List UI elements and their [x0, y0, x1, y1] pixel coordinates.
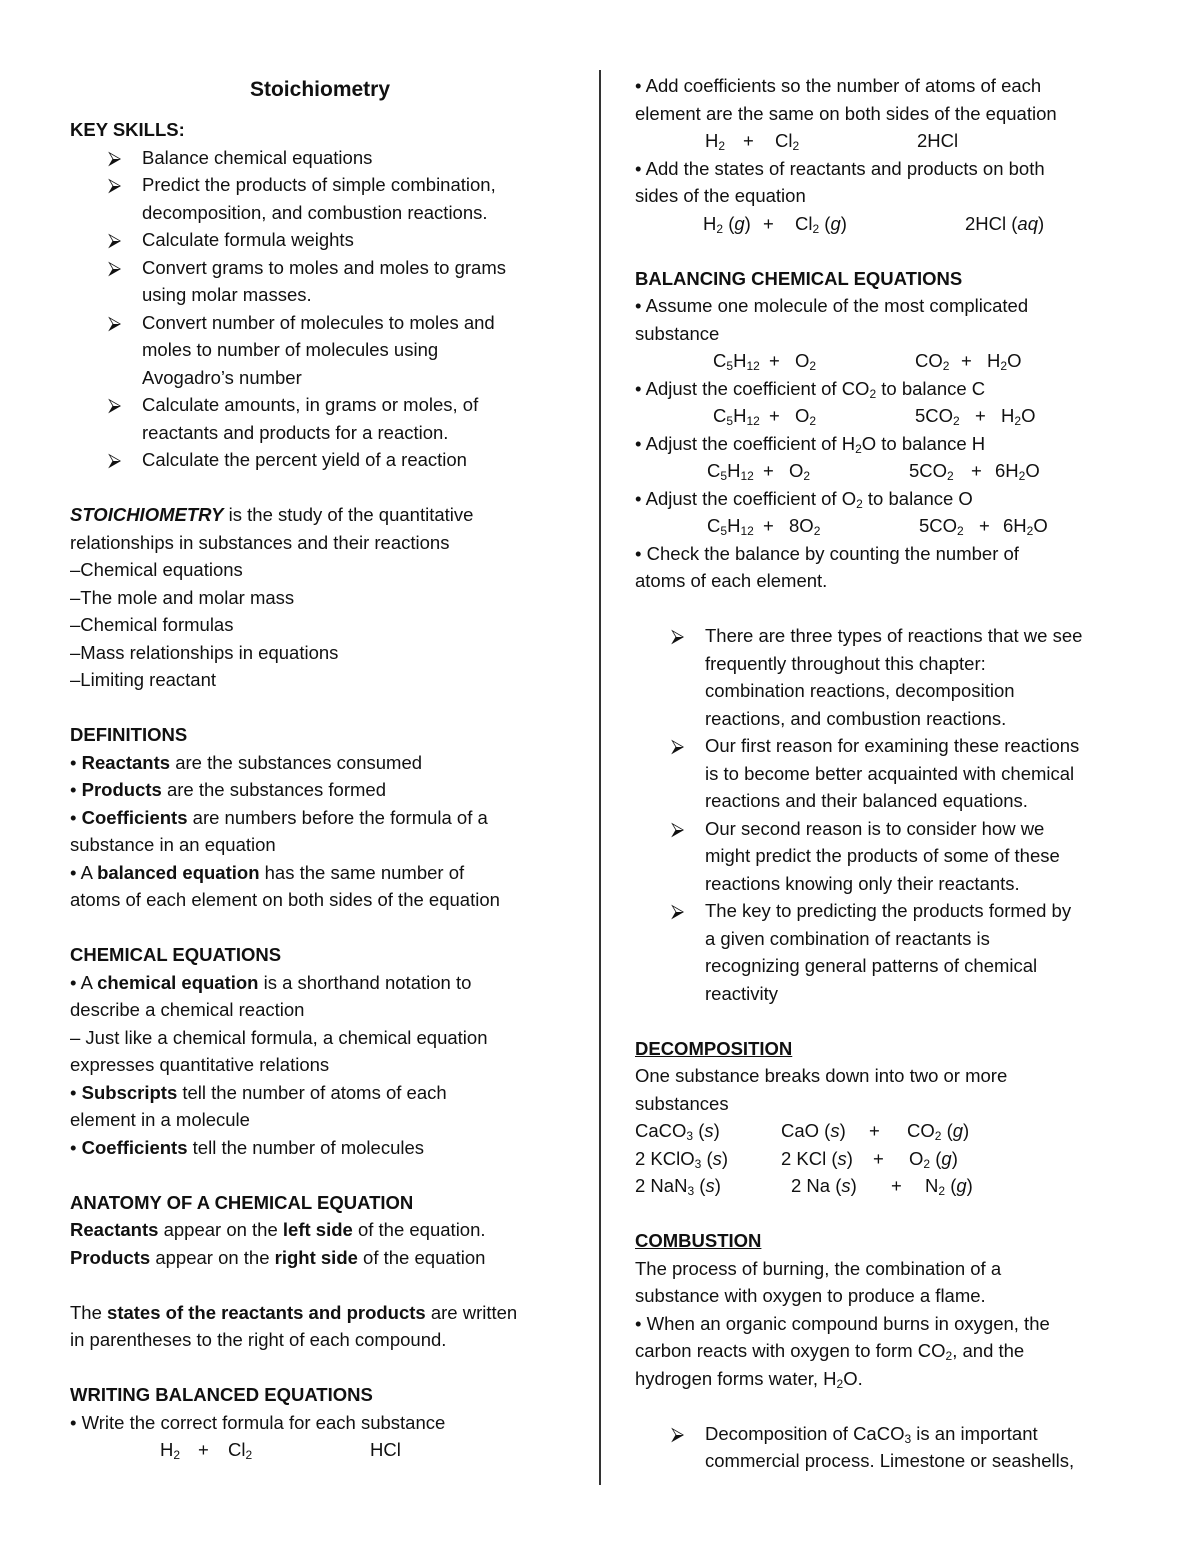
key-skill-item: ⮚ Calculate the percent yield of a reaction	[70, 446, 570, 474]
reaction-type-item: ⮚ There are three types of reactions that we see	[635, 622, 1145, 650]
anatomy-heading: ANATOMY OF A CHEMICAL EQUATION	[70, 1191, 414, 1213]
equation-h2-cl2-hcl: $H_2$ + $Cl_2$ HCl	[70, 1436, 570, 1464]
anatomy-products: Products appear on the right side of the equation	[70, 1246, 486, 1268]
key-skill-item: ⮚ Balance chemical equations	[70, 144, 570, 172]
balancing-bullet: • Assume one molecule of the most complicated	[635, 295, 1029, 316]
bullet: •	[635, 295, 642, 316]
key-skill-item: ⮚ Convert number of molecules to moles and	[70, 309, 570, 337]
bullet: •	[635, 1312, 642, 1334]
chem-eq-line: describe a chemical reaction	[70, 999, 305, 1020]
bullet: •	[70, 779, 77, 800]
chemical-equations-heading: CHEMICAL EQUATIONS	[70, 944, 282, 965]
page-title: Stoichiometry	[249, 78, 391, 101]
stoich-list-item: –Limiting reactant	[70, 669, 217, 690]
bullet: •	[70, 1081, 77, 1103]
combustion-text: • When an organic compound burns in oxygen, the	[635, 1312, 1050, 1334]
arrow-bullet-icon: ⮚	[108, 311, 122, 333]
arrow-bullet-icon: ⮚	[108, 256, 122, 278]
reaction-type-item-cont: frequently throughout this chapter:	[705, 652, 986, 674]
combustion-text: hydrogen forms water, $H_2O$.	[635, 1367, 863, 1391]
stoich-list-item: –Mass relationships in equations	[70, 641, 339, 663]
chem-eq-line: expresses quantitative relations	[70, 1054, 330, 1075]
equation-step-4: $C_5H_{12}$ + $8O_2$ $5CO_2$ + $6H_2O$	[635, 512, 1145, 540]
arrow-bullet-icon: ⮚	[108, 146, 122, 168]
right-column	[635, 72, 1145, 1475]
decomposition-text: One substance breaks down into two or more	[635, 1065, 1008, 1086]
bullet: •	[635, 75, 642, 96]
combustion-arrow-item-cont: commercial process. Limestone or seashells,	[705, 1450, 1075, 1471]
bullet: •	[70, 806, 77, 828]
plus-sign: +	[769, 350, 780, 371]
reaction-type-item: ⮚ The key to predicting the products formed by	[635, 897, 1145, 925]
equation-kclo3: 2 KClO$_3$ (s) 2 KCl (s) + $O_2$ (g)	[635, 1145, 1145, 1173]
decomposition-heading: DECOMPOSITION	[635, 1037, 793, 1059]
plus-sign: +	[763, 515, 774, 536]
bullet: •	[70, 1411, 77, 1433]
writing-heading: WRITING BALANCED EQUATIONS	[70, 1384, 373, 1405]
key-skill-item: ⮚ Calculate amounts, in grams or moles, of	[70, 391, 570, 419]
chem-eq-line: • Subscripts tell the number of atoms of each	[70, 1081, 447, 1103]
key-skill-item-cont: using molar masses.	[142, 284, 312, 305]
combustion-text: substance with oxygen to produce a flame.	[635, 1285, 986, 1306]
stoich-list-item: –Chemical formulas	[70, 614, 234, 635]
reaction-type-item: ⮚ Our first reason for examining these reactions	[635, 732, 1145, 760]
writing-bullet-3: • Add the states of reactants and products on both	[635, 157, 1045, 179]
plus-sign: +	[873, 1147, 884, 1169]
reaction-type-item-cont: a given combination of reactants is	[705, 927, 990, 949]
balancing-bullet-cont: atoms of each element.	[635, 570, 828, 591]
arrow-bullet-icon: ⮚	[671, 900, 685, 921]
bullet: •	[635, 157, 642, 179]
balancing-bullet: • Adjust the coefficient of $CO_2$ to balance C	[635, 377, 986, 401]
chem-eq-line: • A chemical equation is a shorthand notation to	[70, 971, 472, 993]
writing-bullet-2: • Add coefficients so the number of atoms of each	[635, 75, 1042, 96]
balancing-bullet: • Adjust the coefficient of $H_2O$ to balance H	[635, 432, 986, 456]
plus-sign: +	[763, 460, 774, 481]
bullet: •	[635, 487, 642, 509]
equation-step-1: $C_5H_{12}$ + $O_2$ $CO_2$ + $H_2O$	[635, 347, 1145, 375]
writing-bullet-1: • Write the correct formula for each substance	[70, 1411, 446, 1433]
def-coefficients-cont: substance in an equation	[70, 834, 276, 855]
reaction-type-item: ⮚ Our second reason is to consider how we	[635, 815, 1145, 843]
key-skill-item-cont: decomposition, and combustion reactions.	[142, 201, 488, 223]
reaction-type-item-cont: combination reactions, decomposition	[705, 680, 1015, 701]
anatomy-states-cont: in parentheses to the right of each compound.	[70, 1329, 447, 1350]
left-column	[70, 72, 570, 1464]
bullet: •	[635, 542, 642, 564]
plus-sign: +	[743, 130, 754, 151]
plus-sign: +	[961, 350, 972, 371]
stoichiometry-definition-cont: relationships in substances and their reactions	[70, 531, 450, 553]
balancing-heading: BALANCING CHEMICAL EQUATIONS	[635, 267, 963, 289]
balancing-bullet: • Adjust the coefficient of $O_2$ to balance O	[635, 487, 973, 511]
bullet: •	[70, 971, 77, 993]
combustion-text: carbon reacts with oxygen to form $CO_2$, and the	[635, 1340, 1025, 1363]
reaction-type-item-cont: reactions, and combustion reactions.	[705, 707, 1007, 729]
key-skill-item: ⮚ Predict the products of simple combination,	[70, 171, 570, 199]
plus-sign: +	[198, 1439, 209, 1460]
arrow-bullet-icon: ⮚	[671, 817, 685, 839]
def-reactants: • Reactants are the substances consumed	[70, 751, 423, 773]
balancing-bullet: • Check the balance by counting the number of	[635, 542, 1019, 564]
writing-bullet-3-cont: sides of the equation	[635, 185, 806, 206]
plus-sign: +	[763, 212, 774, 234]
bullet: •	[70, 751, 77, 773]
plus-sign: +	[975, 405, 986, 426]
stoich-list-item: –The mole and molar mass	[70, 586, 295, 608]
equation-2hcl: $H_2$ + $Cl_2$ 2HCl	[635, 127, 1145, 155]
combustion-arrow-item: ⮚ Decomposition of CaCO$_3$ is an important	[635, 1420, 1145, 1448]
chem-eq-line: element in a molecule	[70, 1109, 250, 1130]
key-skills-heading: KEY SKILLS:	[70, 119, 185, 140]
plus-sign: +	[971, 460, 982, 481]
def-products: • Products are the substances formed	[70, 779, 386, 800]
equation-nan3: 2 NaN$_3$ (s) 2 Na (s) + $N_2$ (g)	[635, 1172, 1145, 1200]
plus-sign: +	[979, 515, 990, 536]
key-skill-item: ⮚ Convert grams to moles and moles to grams	[70, 254, 570, 282]
def-balanced-cont: atoms of each element on both sides of the equation	[70, 889, 500, 910]
combustion-text: The process of burning, the combination of a	[635, 1257, 1002, 1279]
combustion-heading: COMBUSTION	[635, 1230, 762, 1251]
reaction-type-item-cont: recognizing general patterns of chemical	[705, 955, 1038, 976]
chem-eq-line: • Coefficients tell the number of molecules	[70, 1136, 425, 1158]
decomposition-text: substances	[635, 1092, 729, 1114]
key-skill-item-cont: reactants and products for a reaction.	[142, 421, 449, 443]
equation-step-2: $C_5H_{12}$ + $O_2$ $5CO_2$ + $H_2O$	[635, 402, 1145, 430]
def-balanced: • A balanced equation has the same number of	[70, 861, 465, 883]
stoichiometry-term: STOICHIOMETRY	[70, 504, 224, 525]
arrow-bullet-icon: ⮚	[108, 229, 122, 250]
key-skill-item-cont: Avogadro’s number	[142, 366, 302, 388]
reaction-type-item-cont: might predict the products of some of these	[705, 845, 1060, 866]
def-coefficients: • Coefficients are numbers before the formula of a	[70, 806, 488, 828]
balancing-bullet-cont: substance	[635, 322, 720, 344]
plus-sign: +	[769, 405, 780, 426]
plus-sign: +	[869, 1120, 880, 1141]
arrow-bullet-icon: ⮚	[108, 394, 122, 415]
definitions-heading: DEFINITIONS	[70, 724, 188, 745]
writing-bullet-2-cont: element are the same on both sides of the equation	[635, 102, 1057, 124]
key-skill-item-cont: moles to number of molecules using	[142, 339, 439, 360]
arrow-bullet-icon: ⮚	[671, 625, 685, 646]
anatomy-states: The states of the reactants and products are written	[70, 1301, 518, 1323]
equation-states: $H_2$ (g) + $Cl_2$ (g) 2HCl (aq)	[635, 210, 1145, 238]
reaction-type-item-cont: reactions knowing only their reactants.	[705, 872, 1020, 894]
bullet: •	[70, 861, 77, 883]
equation-caco3: CaCO$_3$ (s) CaO (s) + $CO_2$ (g)	[635, 1117, 1145, 1145]
stoichiometry-definition: STOICHIOMETRY is the study of the quantitative	[70, 504, 474, 525]
reaction-type-item-cont: reactivity	[705, 982, 778, 1004]
bullet: •	[635, 432, 642, 454]
key-skills-list	[70, 144, 570, 474]
arrow-bullet-icon: ⮚	[108, 449, 122, 470]
anatomy-reactants: Reactants appear on the left side of the equation.	[70, 1219, 486, 1240]
bullet: •	[635, 377, 642, 399]
plus-sign: +	[891, 1175, 902, 1196]
equation-step-3: $C_5H_{12}$ + $O_2$ $5CO_2$ + $6H_2O$	[635, 457, 1145, 485]
stoich-list-item: –Chemical equations	[70, 559, 243, 580]
reaction-types-list	[635, 622, 1145, 1007]
bullet: •	[70, 1136, 77, 1158]
arrow-bullet-icon: ⮚	[108, 174, 122, 195]
chem-eq-line: – Just like a chemical formula, a chemical equation	[70, 1026, 488, 1048]
key-skill-item: ⮚ Calculate formula weights	[70, 226, 570, 254]
reaction-type-item-cont: is to become better acquainted with chemical	[705, 762, 1075, 784]
arrow-bullet-icon: ⮚	[671, 735, 685, 756]
column-divider	[599, 70, 601, 1485]
reaction-type-item-cont: reactions and their balanced equations.	[705, 790, 1028, 811]
arrow-bullet-icon: ⮚	[671, 1422, 685, 1444]
